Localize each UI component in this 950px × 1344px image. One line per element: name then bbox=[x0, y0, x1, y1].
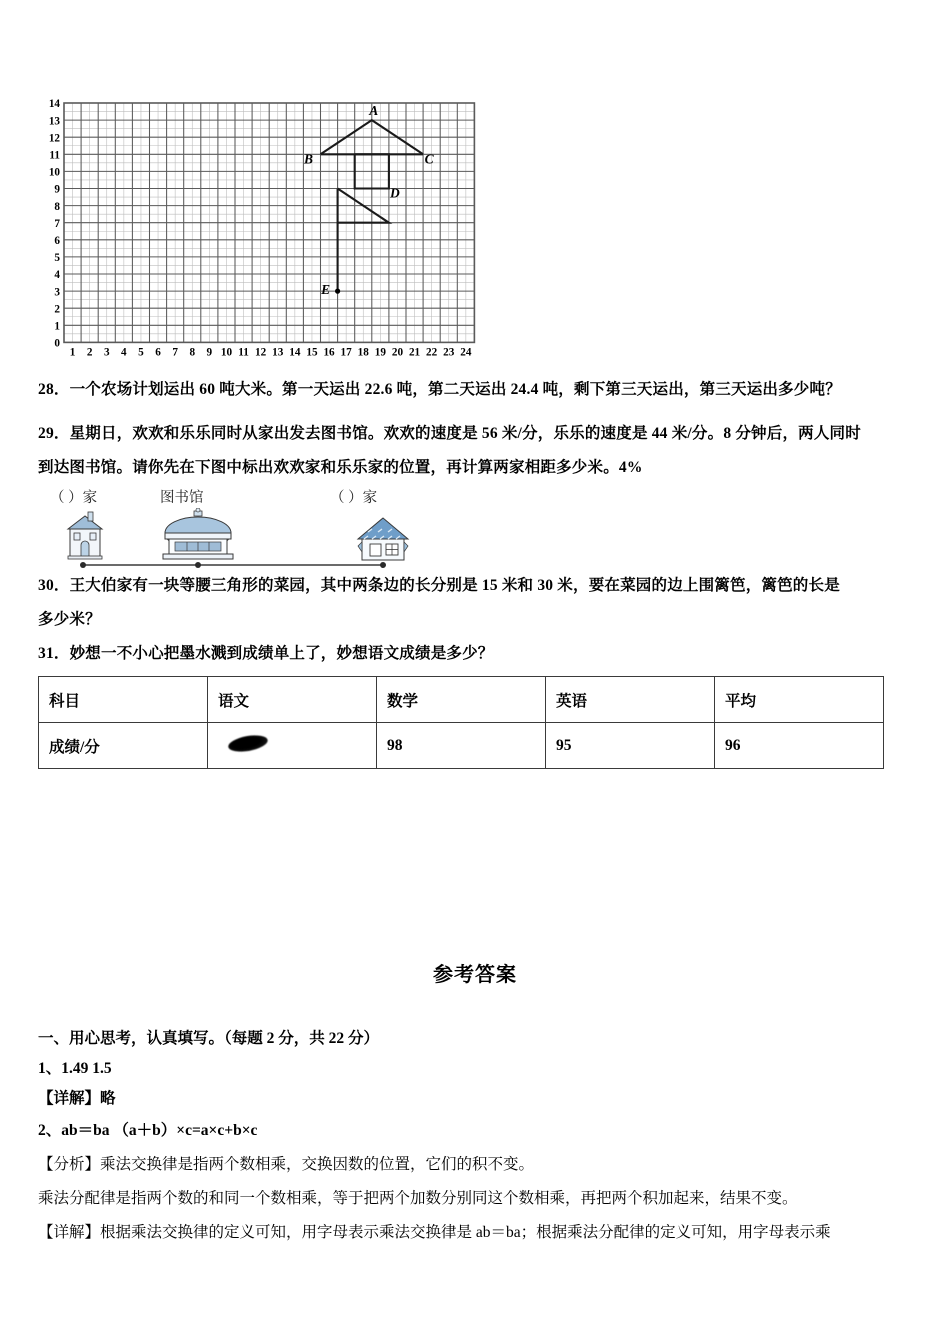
x-axis-tick-22: 22 bbox=[426, 346, 438, 359]
y-axis-tick-11: 11 bbox=[49, 149, 60, 162]
x-axis-tick-20: 20 bbox=[391, 346, 404, 359]
point-label-E: E bbox=[321, 282, 331, 298]
right-house-label: （ ）家 bbox=[330, 490, 378, 506]
table-header-english: 英语 bbox=[546, 677, 715, 723]
question-29-line-2: 到达图书馆。请你先在下图中标出欢欢家和乐乐家的位置，再计算两家相距多少米。4% bbox=[38, 459, 643, 476]
table-cell-chinese-score bbox=[208, 723, 377, 769]
question-30-line-1: 30．王大伯家有一块等腰三角形的菜园，其中两条边的长分别是 15 米和 30 米，要在菜园的边上围篱笆，篱笆的长是 bbox=[38, 577, 840, 594]
answer-explanation-1: 【详解】略 bbox=[38, 1090, 116, 1107]
y-axis-tick-2: 2 bbox=[54, 303, 60, 316]
answer-detail-2: 【详解】根据乘法交换律的定义可知，用字母表示乘法交换律是 ab＝ba；根据乘法分配律的定义可知，用字母表示乘 bbox=[38, 1224, 831, 1241]
x-axis-tick-11: 11 bbox=[238, 346, 249, 359]
point-label-A: A bbox=[369, 103, 379, 119]
x-axis-tick-15: 15 bbox=[306, 346, 318, 359]
x-axis-tick-4: 4 bbox=[121, 346, 127, 359]
x-axis-tick-13: 13 bbox=[272, 346, 284, 359]
x-axis-tick-1: 1 bbox=[69, 346, 76, 359]
table-header-subject: 科目 bbox=[39, 677, 208, 723]
y-axis-tick-6: 6 bbox=[54, 235, 60, 247]
answer-analysis-2: 【分析】乘法交换律是指两个数相乘，交换因数的位置，它们的积不变。 bbox=[38, 1156, 535, 1173]
ink-blot-icon bbox=[227, 732, 269, 754]
coordinate-grid-svg bbox=[38, 92, 488, 367]
x-axis-tick-19: 19 bbox=[374, 346, 386, 359]
library-label: 图书馆 bbox=[160, 490, 204, 506]
x-axis-tick-17: 17 bbox=[340, 346, 352, 359]
y-axis-tick-10: 10 bbox=[48, 166, 60, 179]
y-axis-tick-9: 9 bbox=[54, 183, 60, 196]
x-axis-tick-14: 14 bbox=[289, 346, 301, 359]
table-row-headers bbox=[39, 677, 884, 723]
question-29-line-1: 29．星期日，欢欢和乐乐同时从家出发去图书馆。欢欢的速度是 56 米/分，乐乐的速度是 44 米/分。8 分钟后，两人同时 bbox=[38, 425, 861, 442]
answer-item-1: 1、1.49 1.5 bbox=[38, 1060, 112, 1077]
number-line-point-center bbox=[195, 562, 201, 568]
table-header-chinese: 语文 bbox=[208, 677, 377, 723]
y-axis-tick-5: 5 bbox=[54, 252, 60, 265]
house-line-svg bbox=[38, 508, 498, 570]
library-icon bbox=[163, 508, 233, 559]
table-row-label: 成绩/分 bbox=[39, 723, 208, 769]
x-axis-tick-6: 6 bbox=[155, 346, 161, 359]
point-label-B: B bbox=[303, 151, 314, 167]
x-axis-tick-16: 16 bbox=[323, 346, 335, 359]
x-axis-tick-18: 18 bbox=[357, 346, 369, 359]
point-E-marker bbox=[335, 289, 340, 294]
y-axis-tick-4: 4 bbox=[54, 269, 60, 282]
x-axis-tick-5: 5 bbox=[138, 346, 144, 359]
x-axis-tick-3: 3 bbox=[103, 346, 110, 359]
y-axis-tick-8: 8 bbox=[54, 200, 60, 213]
x-axis-tick-2: 2 bbox=[86, 346, 93, 359]
answer-analysis-2-cont: 乘法分配律是指两个数的和同一个数相乘，等于把两个加数分别同这个数相乘，再把两个积加起来，结果不变。 bbox=[38, 1190, 798, 1207]
y-axis-tick-1: 1 bbox=[54, 320, 60, 333]
y-axis-tick-13: 13 bbox=[48, 115, 60, 128]
point-label-C: C bbox=[424, 151, 434, 167]
x-axis-tick-7: 7 bbox=[172, 346, 178, 359]
y-axis-tick-14: 14 bbox=[48, 98, 60, 111]
number-line-point-right bbox=[380, 562, 386, 568]
x-axis-tick-9: 9 bbox=[206, 346, 213, 359]
x-axis-tick-23: 23 bbox=[443, 346, 455, 359]
x-axis-tick-21: 21 bbox=[408, 346, 421, 359]
answers-section-heading: 一、用心思考，认真填写。（每题 2 分，共 22 分） bbox=[38, 1030, 380, 1047]
score-table bbox=[38, 676, 884, 769]
question-31-line-1: 31．妙想一不小心把墨水溅到成绩单上了，妙想语文成绩是多少？ bbox=[38, 645, 494, 662]
point-label-D: D bbox=[390, 185, 400, 201]
table-row-scores bbox=[39, 723, 884, 769]
house-library-diagram bbox=[38, 486, 498, 564]
y-axis-tick-0: 0 bbox=[54, 337, 60, 350]
question-30-line-2: 多少米？ bbox=[38, 611, 101, 628]
number-line-point-left bbox=[80, 562, 86, 568]
table-cell-english-score: 95 bbox=[546, 723, 715, 769]
answer-item-2: 2、ab＝ba （a＋b）×c=a×c+b×c bbox=[38, 1122, 258, 1139]
coordinate-grid-figure bbox=[38, 92, 488, 367]
x-axis-tick-12: 12 bbox=[255, 346, 267, 359]
table-cell-math-score: 98 bbox=[377, 723, 546, 769]
question-28-line-1: 28．一个农场计划运出 60 吨大米。第一天运出 22.6 吨，第二天运出 24.4 吨，剩下第三天运出，第三天运出多少吨？ bbox=[38, 381, 841, 398]
answers-title: 参考答案 bbox=[433, 964, 517, 986]
house-icon-right bbox=[358, 518, 408, 560]
table-header-math: 数学 bbox=[377, 677, 546, 723]
y-axis-tick-12: 12 bbox=[48, 132, 60, 145]
x-axis-tick-10: 10 bbox=[220, 346, 233, 359]
table-cell-average-score: 96 bbox=[715, 723, 884, 769]
table-header-average: 平均 bbox=[715, 677, 884, 723]
x-axis-tick-24: 24 bbox=[460, 346, 472, 359]
y-axis-tick-7: 7 bbox=[54, 217, 60, 230]
y-axis-tick-3: 3 bbox=[54, 286, 60, 299]
left-house-label: （ ）家 bbox=[50, 490, 98, 506]
house-icon-left bbox=[68, 512, 102, 559]
x-axis-tick-8: 8 bbox=[189, 346, 196, 359]
